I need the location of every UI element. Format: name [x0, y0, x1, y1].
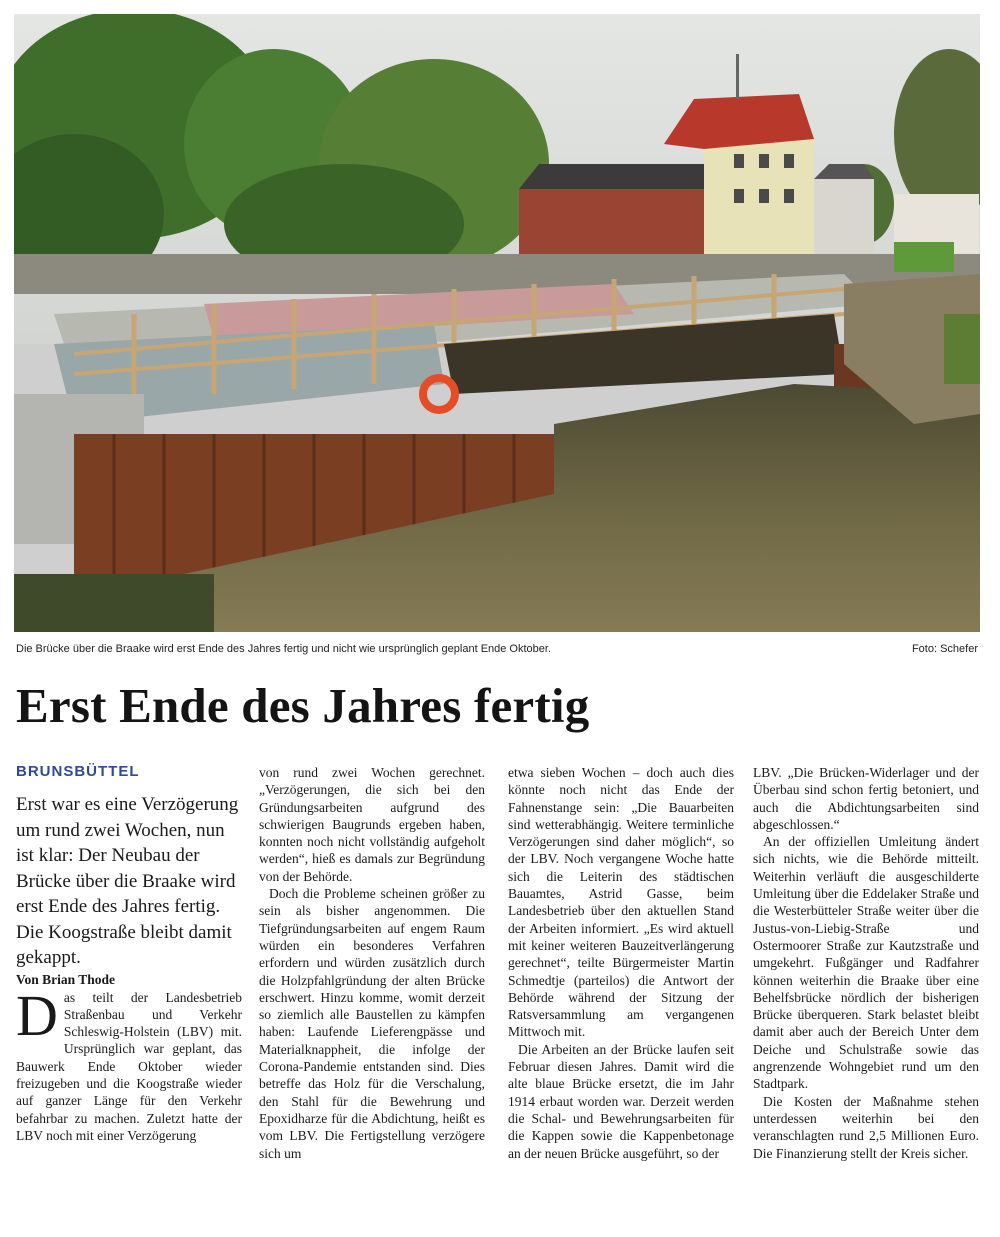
photo-caption: Die Brücke über die Braake wird erst Ende des Jahres fertig und nicht wie ursprünglich geplant Ende Oktober.: [16, 643, 552, 655]
body-paragraph: etwa sieben Wochen – doch auch dies könnte noch nicht das Ende der Fahnenstange sein: „Die Bauarbeiten sind wetterabhängig. Weitere terminliche Verzögerungen sind daher möglich“, so der LBV. Noch vergangene Woche hatte sich die Leiterin des städtischen Bauamtes, Astrid Gasse, beim Landesbetrieb über den aktuellen Stand der Arbeiten informiert. „Es wird aktuell mit keiner weiteren Bauzeitverlängerung gerechnet“, teilte Bürgermeister Martin Schmedtje (parteilos) die Antwort der Behörde während der Sitzung der Ratsversammlung am vergangenen Mittwoch mit.: [508, 765, 734, 1040]
headline: Erst Ende des Jahres fertig: [16, 678, 590, 733]
article-column-2: [259, 764, 485, 1162]
drop-cap: D: [16, 982, 58, 1048]
body-paragraph: Doch die Probleme scheinen größer zu sein als bisher angenommen. Die Tiefgründungsarbeiten auf engem Raum würden ein besonderes Verfahren erfordern und würden zusätzlich durch die Holzpfahlgründung der alten Brücke erschwert. Hinzu komme, womit derzeit so ziemlich alle Baustellen zu kämpfen haben: Laufende Lieferengpässe und Materialknappheit, die infolge der Corona-Pandemie entstanden sind. Dies betreffe das Holz für die Verschalung, den Stahl für die Bewehrung und Epoxidharze für die Abdichtung, heißt es vom LBV. Die Fertigstellung verzögere sich um: [259, 886, 485, 1161]
body-paragraph: von rund zwei Wochen gerechnet. „Verzögerungen, die sich bei den Gründungsarbeiten aufgrund des schwierigen Baugrunds ergeben haben, konnten noch nicht vollständig aufgeholt werden“, hieß es damals zur Begründung von der Behörde.: [259, 765, 485, 884]
article-column-4: [753, 764, 979, 1162]
photo-credit: Foto: Schefer: [911, 643, 978, 655]
body-paragraph: Die Kosten der Maßnahme stehen unterdessen weiterhin bei den veranschlagten rund 2,5 Millionen Euro. Die Finanzierung stellt der Kreis sicher.: [753, 1093, 979, 1161]
excavator: [894, 242, 954, 272]
body-paragraph: LBV. „Die Brücken-Widerlager und der Überbau sind schon fertig betoniert, und auch die Abdichtungsarbeiten sind abgeschlossen.“: [753, 765, 979, 832]
dateline: BRUNSBÜTTEL: [16, 763, 140, 780]
lead-paragraph: Erst war es eine Verzögerung um rund zwei Wochen, nun ist klar: Der Neubau der Brücke über die Braake wird erst Ende des Jahres fertig. Die Koogstraße bleibt damit gekappt.: [16, 794, 239, 968]
article-column-1: [16, 762, 242, 1144]
byline: Von Brian Thode: [16, 971, 116, 987]
body-paragraph: An der offiziellen Umleitung ändert sich nichts, wie die Behörde mitteilt. Weiterhin verläuft die ausgeschilderte Umleitung über die Eddelaker Straße und die Westerbütteler Straße weiter über die Justus-von-Liebig-Straße und Ostermoorer Straße zur Kautzstraße und umgekehrt. Fußgänger und Radfahrer können weiterhin die Braake über eine Behelfsbrücke nördlich der bisherigen Brücke überqueren. Stark belastet bleibt damit aber auch der Bereich Unter dem Deiche und Schulstraße sowie das angrenzende Wohngebiet rund um den Stadtpark.: [753, 834, 979, 1092]
body-paragraph: [16, 982, 242, 1145]
photo-caption-row: [16, 642, 978, 658]
body-text: as teilt der Landesbetrieb Straßenbau und Verkehr Schleswig-Holstein (LBV) mit. Ursprünglich war geplant, das Bauwerk Ende Oktober wieder freizugeben und die Koogstraße wieder auf ganzer Länge für den Verkehr befahrbar zu machen. Zuletzt hatte der LBV noch mit einer Verzögerung: [16, 989, 242, 1143]
article-column-3: [508, 764, 734, 1162]
bridge-construction-photo: [14, 14, 980, 632]
body-paragraph: Die Arbeiten an der Brücke laufen seit Februar diesen Jahres. Damit wird die alte blaue Brücke ersetzt, die im Jahr 1914 erbaut worden war. Derzeit werden die Schal- und Bewehrungsarbeiten für die Kappen sowie die Kappenbetonage an der neuen Brücke ausgeführt, so der: [508, 1041, 734, 1161]
